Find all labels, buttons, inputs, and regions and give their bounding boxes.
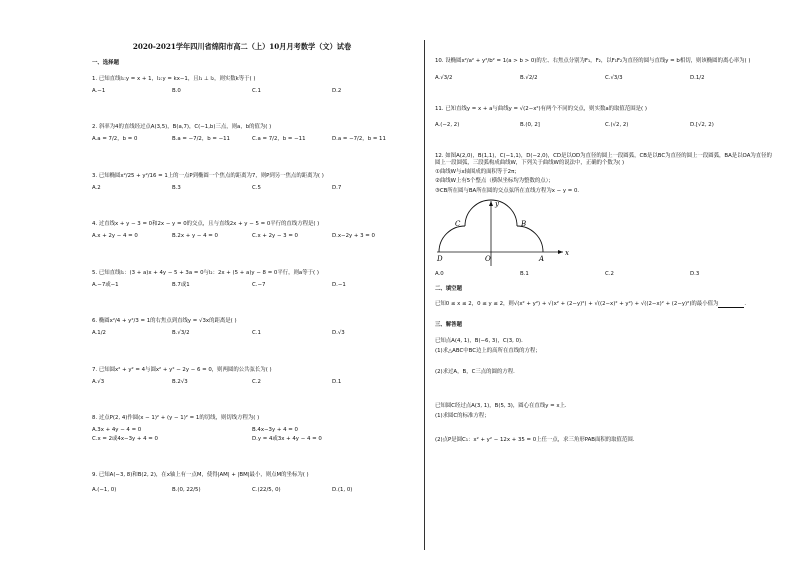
option-c[interactable]: C.√3/3 (605, 74, 623, 81)
option-a[interactable]: A.x + 2y − 4 = 0 (92, 233, 138, 239)
question-12 (435, 153, 775, 278)
question-text: 10. 设椭圆x²/a² + y²/b² = 1(a > b > 0)的左、右焦点分别为F₁，F₂，以F₁F₂为直径的圆与直线y = b相切，则该椭圆的离心率为( ) (435, 58, 751, 64)
question-part-2: (2)点P是圆C₁：x² + y² − 12x + 35 = 0上任一点，求三角形PAB面积的取值范围． (435, 436, 639, 443)
option-c[interactable]: C.x = 2或4x−3y + 4 = 0 (92, 435, 158, 442)
left-column (92, 42, 412, 521)
question-text: 12. 如图A(2,0)，B(1,1)，C(−1,1)，D(−2,0)，CD是以OD为直径的圆上一段圆弧，CB是以BC为直径的圆上一段圆弧，BA是以OA为直径的圆上一段圆弧，三段弧构成曲线W，下列关于曲线W的说法中，正确的个数为( ) (435, 153, 772, 166)
option-d[interactable]: D.2 (332, 87, 342, 94)
curve-w-figure (435, 198, 575, 268)
option-c[interactable]: C.a = 7/2，b = −11 (252, 136, 306, 142)
option-d[interactable]: D.a = −7/2，b = 11 (332, 136, 386, 142)
options (92, 282, 412, 289)
label-d: D (437, 254, 443, 263)
question-text: 4. 过直线x + y − 3 = 0和2x − y = 0的交点，且与直线2x + y − 5 = 0平行的直线方程是( ) (92, 221, 320, 228)
question-text: 9. 已知A(−3, 8)和B(2, 2)，在x轴上有一点M，使得|AM| + |BM|最小，则点M的坐标为( ) (92, 472, 309, 479)
question-text: 1. 已知直线l₁:y = x + 1，l₂:y = kx−1，且l₁ ⊥ l₂，则实数k等于( ) (92, 75, 256, 82)
option-a[interactable]: A.√3 (92, 378, 105, 385)
statement-3: ③CB所在圆与BA所在圆的交点弦所在直线方程为x − y = 0． (435, 188, 583, 194)
question-text: 已知0 ≤ x ≤ 2，0 ≤ y ≤ 2，则√(x² + y²) + √(x² + (2−y)²) + √((2−x)² + y²) + √((2−x)² + (2−y)²)的最小值为 (435, 301, 719, 308)
option-a[interactable]: A.3x + 4y − 4 = 0 (92, 427, 142, 433)
section-fill-heading: 二、填空题 (435, 285, 462, 292)
question-part-1: (1)求△ABC中BC边上的高所在直线的方程； (435, 347, 541, 354)
arc-cd (439, 226, 465, 252)
options (92, 330, 412, 337)
question-8 (92, 415, 412, 472)
option-b[interactable]: B.1 (520, 270, 529, 277)
question-2 (92, 124, 412, 173)
question-stem: 已知点A(4, 1)，B(−6, 3)，C(3, 0)． (435, 337, 527, 344)
answer-blank[interactable] (718, 302, 744, 308)
question-stem: 已知圆C经过点A(3, 1)，B(5, 3)，圆心在直线y = x上． (435, 403, 571, 409)
section-choice-heading: 一、选择题 (92, 60, 119, 66)
right-column (435, 58, 775, 446)
section-answer-heading: 三、解答题 (435, 322, 462, 328)
question-13 (435, 301, 775, 308)
question-15 (435, 403, 775, 443)
column-divider (424, 40, 425, 550)
option-a[interactable]: A.2 (92, 184, 101, 191)
options (92, 185, 412, 192)
option-d[interactable]: D.1 (332, 378, 342, 385)
question-14 (435, 338, 775, 376)
option-c[interactable]: C.(22/5, 0) (252, 487, 281, 493)
options (92, 233, 412, 240)
question-7 (92, 367, 412, 416)
option-d[interactable]: D.y = 4或3x + 4y − 4 = 0 (252, 435, 322, 442)
option-d[interactable]: D.√3 (332, 330, 345, 336)
option-b[interactable]: B.√3/2 (172, 330, 190, 336)
option-d[interactable]: D.3 (690, 270, 700, 277)
option-a[interactable]: A.0 (435, 270, 444, 277)
question-text: 5. 已知直线l₁：(3 + a)x + 4y − 5 + 3a = 0与l₂：2x + (5 + a)y − 8 = 0平行，则a等于( ) (92, 269, 319, 276)
question-1 (92, 76, 412, 125)
option-b[interactable]: B.2√3 (172, 378, 188, 385)
option-b[interactable]: B.7或1 (172, 281, 190, 288)
options (435, 122, 775, 129)
option-b[interactable]: B.a = −7/2，b = −11 (172, 136, 230, 142)
question-9 (92, 472, 412, 521)
option-c[interactable]: C.5 (252, 184, 261, 191)
question-text: 6. 椭圆x²/4 + y²/3 = 1的右焦点到直线y = √3x的距离是( ) (92, 318, 237, 325)
option-b[interactable]: B.2x + y − 4 = 0 (172, 233, 218, 239)
option-c[interactable]: C.x + 2y − 3 = 0 (252, 233, 298, 239)
option-c[interactable]: C.−7 (252, 281, 266, 288)
option-b[interactable]: B.4x−3y + 4 = 0 (252, 427, 298, 433)
option-a[interactable]: A.−7或−1 (92, 281, 119, 288)
options (92, 487, 412, 494)
option-d[interactable]: D.7 (332, 184, 342, 191)
option-d[interactable]: D.1/2 (690, 74, 705, 81)
option-d[interactable]: D.−1 (332, 281, 346, 288)
statement-2: ②曲线W上有5个整点（横纵坐标均为整数的点）； (435, 178, 554, 185)
y-axis-arrow-icon (489, 201, 493, 206)
question-3 (92, 173, 412, 222)
option-b[interactable]: B.(0, 2] (520, 122, 540, 129)
question-5 (92, 270, 412, 319)
option-d[interactable]: D.(1, 0) (332, 487, 353, 493)
options (92, 88, 412, 95)
option-b[interactable]: B.3 (172, 184, 181, 191)
question-text: 8. 过点P(2, 4)作圆(x − 1)² + (y − 1)² = 1的切线，则切线方程为( ) (92, 415, 260, 422)
options (435, 75, 775, 82)
option-a[interactable]: A.(−1, 0) (92, 487, 117, 493)
option-a[interactable]: A.√3/2 (435, 74, 453, 81)
option-c[interactable]: C.2 (252, 378, 261, 385)
option-a[interactable]: A.a = 7/2，b = 0 (92, 136, 138, 142)
statement-1: ①曲线W与x轴围成的面积等于2π； (435, 168, 520, 175)
exam-title: 2020-2021学年四川省绵阳市高二（上）10月月考数学（文）试卷 (132, 42, 352, 51)
question-text: 3. 已知椭圆x²/25 + y²/16 = 1上的一点P到椭圆一个焦点的距离为7，则P到另一焦点的距离为( ) (92, 172, 324, 179)
option-a[interactable]: A.(−2, 2) (435, 122, 460, 129)
x-axis-arrow-icon (558, 250, 563, 254)
options-row-1 (92, 427, 412, 434)
option-c[interactable]: C.1 (252, 87, 261, 94)
options (92, 136, 412, 143)
label-y: y (495, 199, 499, 208)
question-part-2: (2)求过A，B，C三点的圆的方程． (435, 369, 519, 376)
question-text: 11. 已知直线y = x + a与曲线y = √(2−x²)有两个不同的交点，则实数a的取值范围是( ) (435, 105, 647, 112)
option-a[interactable]: A.−1 (92, 87, 106, 94)
question-11 (435, 106, 775, 130)
option-c[interactable]: C.2 (605, 270, 614, 277)
option-d[interactable]: D.x−2y + 3 = 0 (332, 233, 375, 239)
label-a: A (539, 254, 545, 263)
option-b[interactable]: B.0 (172, 87, 181, 94)
arc-ba (517, 226, 543, 252)
option-b[interactable]: B.√2/2 (520, 74, 538, 81)
option-c[interactable]: C.1 (252, 330, 261, 336)
label-c: C (455, 219, 461, 228)
question-6 (92, 318, 412, 367)
question-part-1: (1)求圆C的标准方程； (435, 412, 490, 419)
option-c[interactable]: C.(√2, 2) (605, 122, 629, 129)
label-b: B (521, 219, 527, 228)
options (435, 271, 775, 278)
options-row-2 (92, 436, 412, 443)
options (92, 379, 412, 386)
question-4 (92, 221, 412, 270)
option-d[interactable]: D.[√2, 2) (690, 122, 714, 129)
option-a[interactable]: A.1/2 (92, 330, 106, 336)
label-x: x (565, 248, 569, 257)
question-text: 7. 已知圆x² + y² = 4与圆x² + y² − 2y − 6 = 0，则两圆的公共弦长为( ) (92, 366, 272, 373)
label-o: O (485, 254, 491, 263)
question-text: 2. 斜率为4的直线经过点A(3,5)，B(a,7)，C(−1,b)三点，则a，b的值为( ) (92, 124, 272, 131)
question-suffix: ． (744, 301, 750, 308)
option-b[interactable]: B.(0, 22/5) (172, 487, 201, 493)
question-10 (435, 58, 775, 82)
